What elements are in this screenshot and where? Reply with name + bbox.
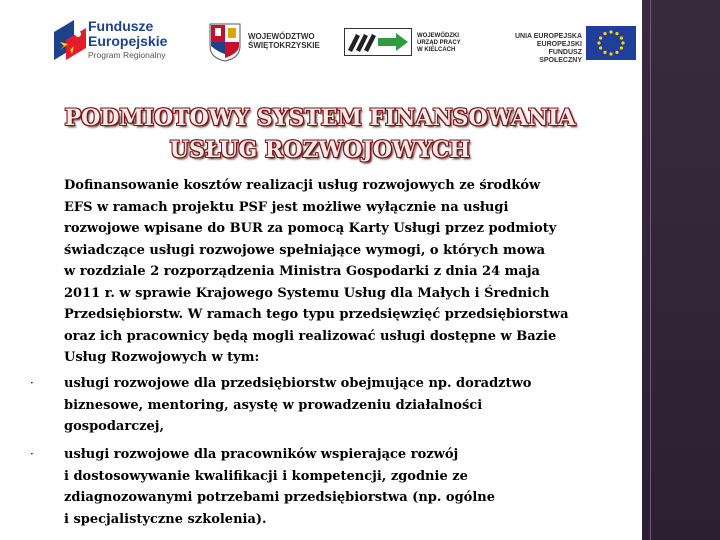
fundusze-europejskie-logo-icon [52, 20, 86, 60]
fe-subtitle: Program Regionalny [88, 50, 166, 60]
decorative-side-bar [642, 0, 720, 540]
bullet-line: i specjalistyczne szkolenia). [64, 511, 267, 527]
fundusze-europejskie-text [88, 19, 188, 61]
wojewodztwo-text [248, 32, 320, 50]
wup-line-1: WOJEWÓDZKI [417, 33, 459, 39]
ue-line-2: EUROPEJSKI [536, 41, 582, 48]
ws-line-2: ŚWIĘTOKRZYSKIE [248, 41, 320, 50]
ue-line-1: UNIA EUROPEJSKA [514, 33, 582, 40]
intro-line: EFS w ramach projektu PSF jest możliwe wyłącznie na usługi [64, 199, 509, 215]
intro-line: Usług Rozwojowych w tym: [64, 350, 260, 365]
intro-line: Przedsiębiorstw. W ramach tego typu przedsięwzięć przedsiębiorstwa [64, 307, 569, 322]
intro-line: Dofinansowanie kosztów realizacji usług rozwojowych ze środków [64, 178, 541, 193]
intro-line: oraz ich pracownicy będą mogli realizować usługi dostępne w Bazie [64, 328, 557, 344]
bullet-line: usługi rozwojowe dla przedsiębiorstw obejmujące np. doradztwo [64, 376, 532, 391]
bullet-item-2 [64, 444, 624, 530]
unia-europejska-text [505, 33, 582, 65]
bullet-marker: · [30, 376, 34, 390]
wojewodztwo-crest-icon [208, 22, 242, 62]
wup-line-3: W KIELCACH [417, 47, 456, 53]
page-title [30, 102, 610, 166]
wup-text [417, 33, 461, 54]
ws-line-1: WOJEWÓDZTWO [248, 32, 315, 41]
title-line-1: PODMIOTOWY SYSTEM FINANSOWANIA [64, 105, 576, 131]
wup-line-2: URZĄD PRACY [417, 40, 461, 46]
title-line-2: USŁUG ROZWOJOWYCH [169, 137, 471, 163]
bullet-item-1 [64, 373, 624, 438]
intro-line: świadczące usługi rozwojowe spełniające wymogi, o których mowa [64, 242, 546, 258]
fe-line-2: Europejskie [88, 33, 168, 49]
ue-line-3: FUNDUSZ SPOŁECZNY [539, 49, 582, 64]
decorative-side-line [650, 0, 651, 540]
logo-strip [0, 0, 642, 80]
intro-line: w rozdziale 2 rozporządzenia Ministra Gospodarki z dnia 24 maja [64, 264, 540, 279]
bullet-line: i dostosowywanie kwalifikacji i kompetencji, zgodnie ze [64, 468, 468, 484]
intro-line: 2011 r. w sprawie Krajowego Systemu Usług dla Małych i Średnich [64, 285, 550, 301]
bullet-line: usługi rozwojowe dla pracowników wspierające rozwój [64, 447, 459, 462]
fe-line-1: Fundusze [88, 18, 154, 34]
wup-kielce-logo-icon [344, 28, 412, 56]
bullet-line: zdiagnozowanymi potrzebami przedsiębiorstwa (np. ogólne [64, 490, 495, 505]
intro-paragraph [60, 175, 620, 369]
bullet-marker: · [30, 447, 34, 461]
bullet-line: gospodarczej, [64, 419, 165, 434]
bullet-line: biznesowe, mentoring, asystę w prowadzeniu działalności [64, 397, 483, 413]
intro-line: rozwojowe wpisane do BUR za pomocą Karty Usługi przez podmioty [64, 221, 557, 236]
eu-flag-icon [586, 26, 636, 60]
